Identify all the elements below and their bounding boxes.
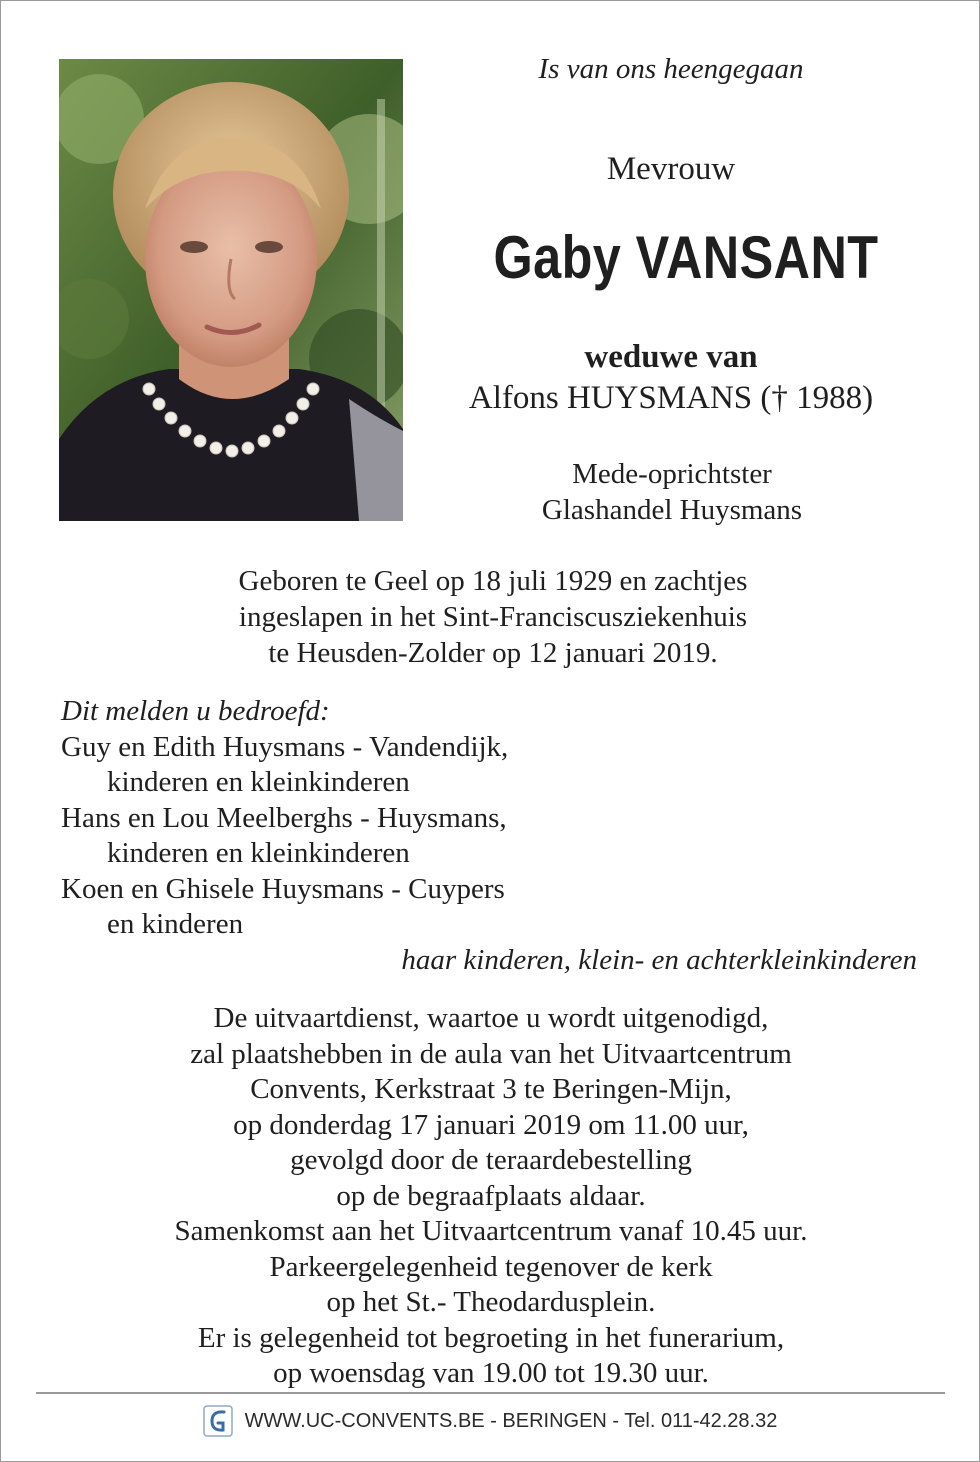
- footer-contact: WWW.UC-CONVENTS.BE - BERINGEN - Tel. 011-42.28.32: [244, 1409, 778, 1432]
- convents-logo-icon: [203, 1405, 233, 1437]
- honorific: Mevrouw: [606, 151, 736, 187]
- intro-text: Is van ons heengegaan: [538, 53, 804, 85]
- service-line: gevolgd door de teraardebestelling: [290, 1144, 692, 1176]
- mourners-list: [61, 694, 931, 978]
- birth-line: Geboren te Geel op 18 juli 1929 en zachtjes: [238, 565, 748, 597]
- role-company: Glashandel Huysmans: [541, 494, 803, 526]
- service-line: Parkeergelegenheid tegenover de kerk: [269, 1250, 713, 1283]
- service-line: op donderdag 17 januari 2019 om 11.00 uur,: [233, 1108, 749, 1141]
- portrait-illustration: [59, 59, 403, 521]
- service-line: op de begraafplaats aldaar.: [336, 1179, 646, 1212]
- footer-divider: [36, 1392, 945, 1394]
- footer: [1, 1405, 979, 1437]
- service-line: zal plaatshebben in de aula van het Uitvaartcentrum: [190, 1037, 792, 1070]
- birth-line: te Heusden-Zolder op 12 januari 2019.: [268, 637, 718, 669]
- service-line: op woensdag van 19.00 tot 19.30 uur.: [273, 1357, 709, 1389]
- role-block: [431, 456, 913, 528]
- mourners-signature: haar kinderen, klein- en achterkleinkinderen: [401, 943, 917, 976]
- spouse-block: [401, 337, 941, 419]
- service-line: Er is gelegenheid tot begroeting in het funerarium,: [197, 1321, 785, 1354]
- service-line: Samenkomst aan het Uitvaartcentrum vanaf 10.45 uur.: [174, 1215, 808, 1247]
- mourner-descendants: kinderen en kleinkinderen: [107, 837, 410, 869]
- mourners-lead: Dit melden u bedroefd:: [61, 695, 330, 727]
- spouse-name: Alfons HUYSMANS († 1988): [468, 380, 874, 416]
- mourner-family: Hans en Lou Meelberghs - Huysmans,: [61, 801, 507, 834]
- widow-label: weduwe van: [584, 339, 758, 375]
- mourner-descendants: en kinderen: [107, 908, 244, 940]
- deceased-name: Gaby VANSANT: [493, 224, 879, 291]
- mourner-family: Koen en Ghisele Huysmans - Cuypers: [61, 872, 505, 905]
- service-line: op het St.- Theodardusplein.: [326, 1286, 656, 1318]
- mourner-descendants: kinderen en kleinkinderen: [107, 766, 410, 798]
- mourner-family: Guy en Edith Huysmans - Vandendijk,: [61, 730, 509, 763]
- service-line: De uitvaartdienst, waartoe u wordt uitgenodigd,: [213, 1002, 769, 1034]
- role-title: Mede-oprichtster: [572, 458, 772, 490]
- service-line: Convents, Kerkstraat 3 te Beringen-Mijn,: [250, 1073, 732, 1105]
- birth-death-statement: [61, 563, 925, 671]
- funeral-service-details: [41, 1001, 941, 1392]
- portrait-photo: [59, 59, 403, 521]
- birth-line: ingeslapen in het Sint-Franciscusziekenhuis: [238, 601, 748, 633]
